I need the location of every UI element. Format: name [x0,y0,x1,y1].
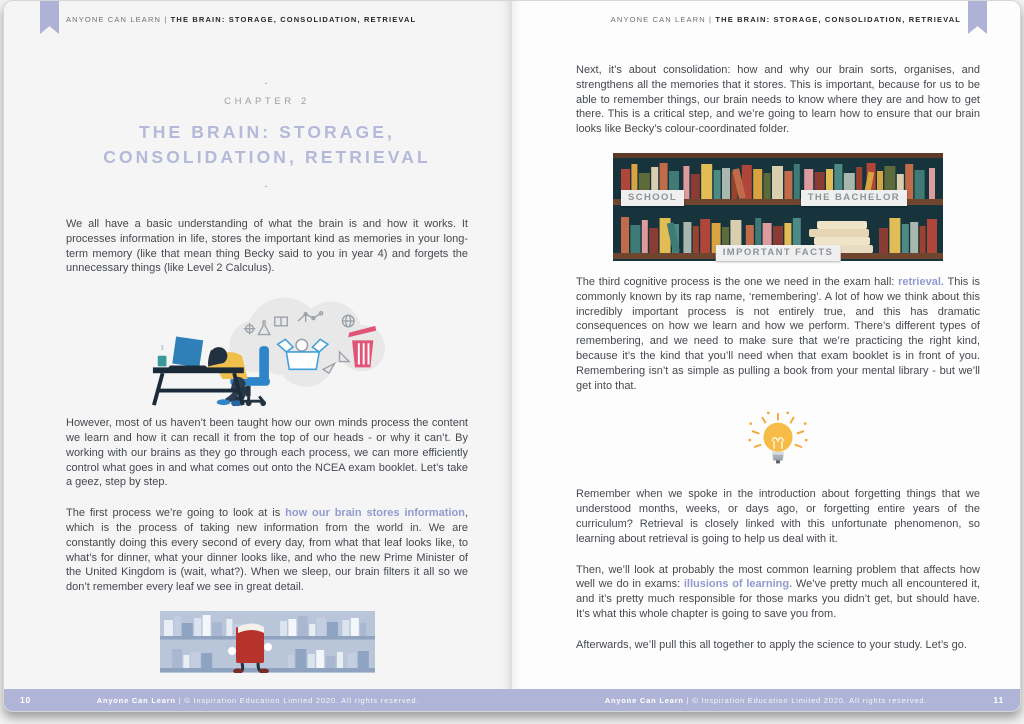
shelf-label-school: SCHOOL [621,190,684,206]
paragraph: The first process we’re going to look at is how our brain stores information, which is the process of taking new information from the world in. We are constantly doing this every second of every day, from what that leaf looks like, to what’s for dinner, what your dinner looks like, and who the new Prime Minister of the United Kingdom is (wait, what?). When we sleep, our brain filters it all so we don’t remember every leaf we see in great detail. [66,507,468,594]
header-brand: ANYONE CAN LEARN | [66,15,168,24]
footer-copyright: | © Inspiration Education Limited 2020. All rights reserved. [683,696,928,705]
bookmark-ribbon-icon [968,1,987,34]
ornament-dash: - [264,78,270,88]
desk-scene-illustration [66,292,468,408]
book-spread [3,0,1021,712]
paragraph: We all have a basic understanding of what the brain is and how it works. It processes information in life, stores the important kind as memories in your long-term memory (like that mean thing Becky said to you in year 4) and forgets the unnecessary things (like Level 2 Calculus). [66,218,468,275]
mug-icon [158,345,167,366]
header-brand: ANYONE CAN LEARN | [610,15,713,24]
chapter-label: CHAPTER 2 [224,96,310,107]
chapter-heading [66,79,468,191]
page-header [66,15,468,24]
paragraph: Then, we’ll look at probably the most common learning problem that affects how well we do in exams: illusions of learning. We’ve pretty much all encountered it, and it’s pretty much responsible for those marks you didn’t get, but should have. It’s what this whole chapter is going to save you from. [576,563,980,620]
page-footer [512,689,1020,711]
lightbulb-illustration [576,409,980,477]
lightbulb-icon [743,409,813,477]
page-right [512,1,1020,711]
page-number: 11 [993,695,1004,705]
paragraph: However, most of us haven’t been taught how our own minds process the content we learn and how it can recall it from the top of our heads - or why it can’t. By working with our brains as they go through each process, we can more efficiently control what goes in and what comes out onto the NCEA exam booklet. Let’s take a geez, step by step. [66,417,468,489]
footer-copyright: | © Inspiration Education Limited 2020. All rights reserved. [175,696,420,705]
organised-bookshelf-illustration [613,153,943,261]
page-footer [4,689,512,711]
header-chapter-title: THE BRAIN: STORAGE, CONSOLIDATION, RETRIEVAL [170,15,417,24]
laptop-icon [166,337,210,371]
chapter-title: THE BRAIN: STORAGE, CONSOLIDATION, RETRIEVAL [103,122,431,167]
ornament-dash: - [264,181,270,191]
page-right-content [576,31,980,681]
mini-bookshelf-illustration [66,611,468,673]
page-number: 10 [20,695,32,705]
page-left [4,1,512,711]
paragraph: Remember when we spoke in the introduction about forgetting things that we understood months, weeks, or days ago, or forgetting entire years of the curriculum? Retrieval is closely linked with this unfortunate phenomenon, so learning about retrieval is going to help us deal with it. [576,488,980,545]
paragraph: The third cognitive process is the one we need in the exam hall: retrieval. This is commonly known by its rap name, ‘remembering’. A lot of how we think about this incredibly important process is not entirely true, and this has dramatic consequences on how we learn and how we perform. There’s different types of remembering, and we need to make sure that we’re practicing the right kind, because it’s the kind that you’ll need when that exam booklet is in front of you. Remembering isn’t as simple as pulling a book from your mental library - but we’ll get into that. [576,275,980,392]
paragraph: Afterwards, we’ll pull this all together to apply the science to your study. Let’s go. [576,638,967,651]
bookmark-ribbon-icon [40,1,59,34]
footer-brand: Anyone Can Learn [96,696,176,705]
page-header [576,15,961,24]
header-chapter-title: THE BRAIN: STORAGE, CONSOLIDATION, RETRIEVAL [715,15,961,24]
footer-brand: Anyone Can Learn [604,696,684,705]
mini-bookshelf-svg [160,611,375,673]
shelf-label-the-bachelor: THE BACHELOR [801,190,907,206]
shelf-label-important-facts: IMPORTANT FACTS [716,245,841,261]
desk-scene-svg [141,292,393,408]
page-left-content [66,37,468,681]
paragraph: Next, it’s about consolidation: how and why our brain sorts, organises, and strengthens all the memories that it stores. This is important, because for us to be able to remember things, our brain needs to know where they are and how to get there. This is a critical step, and we’re going to learn how to ensure that our brain looks like Becky’s colour-coordinated folder. [576,64,980,136]
